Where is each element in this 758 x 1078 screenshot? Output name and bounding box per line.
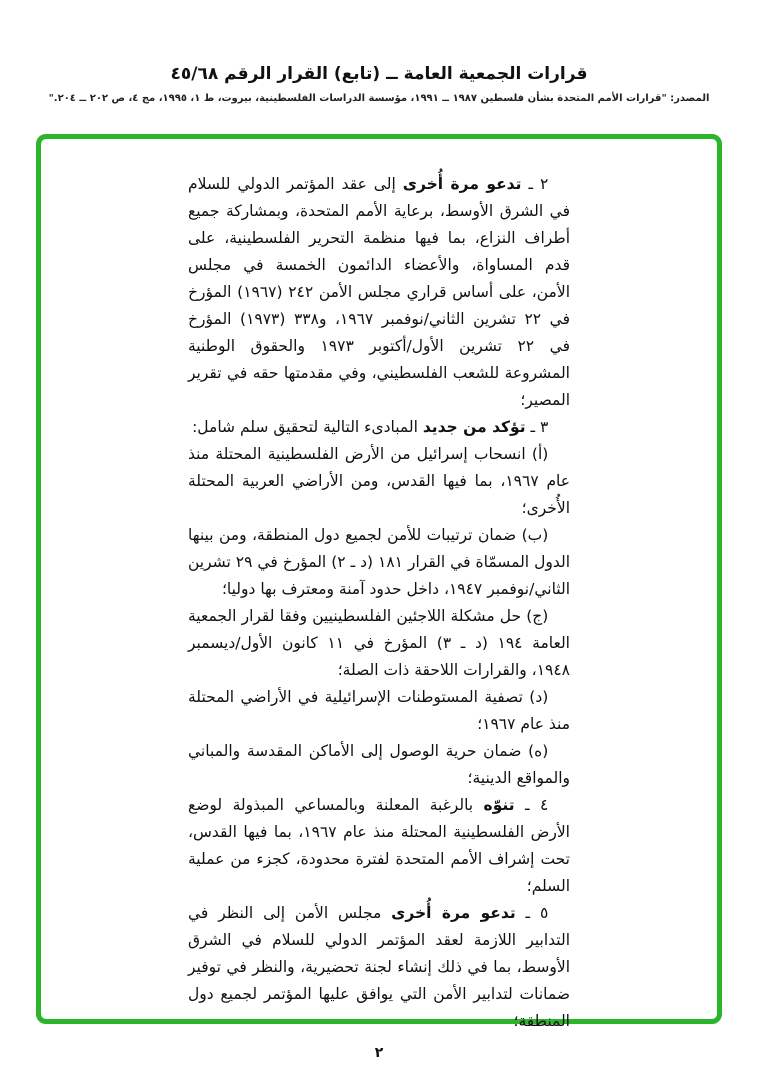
page-number: ٢ bbox=[374, 1045, 384, 1061]
paragraph-text: بالرغبة المعلنة وبالمساعي المبذولة لوضع الأرض الفلسطينية المحتلة منذ عام ١٩٦٧، بما فيها القدس، تحت إشراف الأمم المتحدة لفترة محدودة، كجزء من عملية السلم؛ bbox=[188, 796, 570, 895]
paragraph-text: انسحاب إسرائيل من الأرض الفلسطينية المحتلة منذ عام ١٩٦٧، بما فيها القدس، ومن الأراضي العربية المحتلة الأُخرى؛ bbox=[188, 445, 571, 517]
paragraph-marker: ٥ ـ bbox=[525, 904, 549, 922]
source-line: المصدر: "قرارات الأمم المتحدة بشأن فلسطين ١٩٨٧ ــ ١٩٩١، مؤسسة الدراسات الفلسطينية، بيروت، ط ١، ١٩٩٥، مج ٤، ص ٢٠٢ ــ ٢٠٤." bbox=[48, 93, 710, 104]
paragraph-marker: (أ) bbox=[531, 445, 549, 463]
paragraph-text: ضمان حرية الوصول إلى الأماكن المقدسة والمباني والمواقع الدينية؛ bbox=[188, 742, 570, 787]
paragraph-marker: (د) bbox=[529, 688, 549, 706]
paragraph-lead: تنوّه bbox=[483, 796, 515, 814]
paragraph bbox=[188, 171, 570, 414]
paragraph-marker: (ه) bbox=[528, 742, 549, 760]
paragraph-marker: (ج) bbox=[526, 607, 549, 625]
page-title: قرارات الجمعية العامة ــ (تابع) القرار الرقم ٤٥/٦٨ bbox=[170, 64, 588, 84]
paragraph bbox=[188, 684, 570, 738]
body-text bbox=[188, 171, 570, 1035]
paragraph-text: حل مشكلة اللاجئين الفلسطينيين وفقا لقرار الجمعية العامة ١٩٤ (د ـ ٣) المؤرخ في ١١ كانون الأول/ديسمبر ١٩٤٨، والقرارات اللاحقة ذات الصلة؛ bbox=[188, 607, 570, 679]
paragraph bbox=[188, 603, 570, 684]
paragraph-lead: تدعو مرة أُخرى bbox=[402, 175, 522, 193]
paragraph-text: إلى عقد المؤتمر الدولي للسلام في الشرق الأوسط، برعاية الأمم المتحدة، وبمشاركة جميع أطراف النزاع، بما فيها منظمة التحرير الفلسطينية، على قدم المساواة، والأعضاء الدائمون الخمسة في مجلس الأمن، على أساس قراري مجلس الأمن ٢٤٢ (١٩٦٧) المؤرخ في ٢٢ تشرين الثاني/نوفمبر ١٩٦٧، و٣٣٨ (١٩٧٣) المؤرخ في ٢٢ تشرين الأول/أكتوبر ١٩٧٣ والحقوق الوطنية المشروعة للشعب الفلسطيني، وفي مقدمتها حقه في تقرير المصير؛ bbox=[188, 175, 570, 409]
paragraph bbox=[188, 738, 570, 792]
paragraph-marker: ٣ ـ bbox=[530, 418, 549, 436]
paragraph-lead: تؤكد من جديد bbox=[422, 418, 526, 436]
paragraph bbox=[188, 792, 570, 900]
paragraph bbox=[188, 441, 570, 522]
paragraph-text: مجلس الأمن إلى النظر في التدابير اللازمة لعقد المؤتمر الدولي للسلام في الشرق الأوسط، بما في ذلك إنشاء لجنة تحضيرية، والنظر في توفير ضمانات لتدابير الأمن التي يوافق عليها المؤتمر لجميع دول المنطقة؛ bbox=[188, 904, 570, 1030]
paragraph bbox=[188, 414, 570, 441]
paragraph-text: المبادىء التالية لتحقيق سلم شامل: bbox=[192, 418, 418, 436]
paragraph-text: تصفية المستوطنات الإسرائيلية في الأراضي المحتلة منذ عام ١٩٦٧؛ bbox=[188, 688, 570, 733]
paragraph bbox=[188, 522, 570, 603]
paragraph-text: ضمان ترتيبات للأمن لجميع دول المنطقة، ومن بينها الدول المسمّاة في القرار ١٨١ (د ـ ٢) المؤرخ في ٢٩ تشرين الثاني/نوفمبر ١٩٤٧، داخل حدود آمنة ومعترف بها دوليا؛ bbox=[188, 526, 571, 598]
content-frame bbox=[36, 134, 722, 1030]
paragraph-marker: ٤ ـ bbox=[525, 796, 549, 814]
paragraph-marker: ٢ ـ bbox=[528, 175, 549, 193]
paragraph bbox=[188, 900, 570, 1035]
page-footer bbox=[0, 1042, 758, 1061]
paragraph-lead: تدعو مرة أُخرى bbox=[391, 904, 516, 922]
paragraph-marker: (ب) bbox=[521, 526, 549, 544]
document-header bbox=[0, 0, 758, 104]
